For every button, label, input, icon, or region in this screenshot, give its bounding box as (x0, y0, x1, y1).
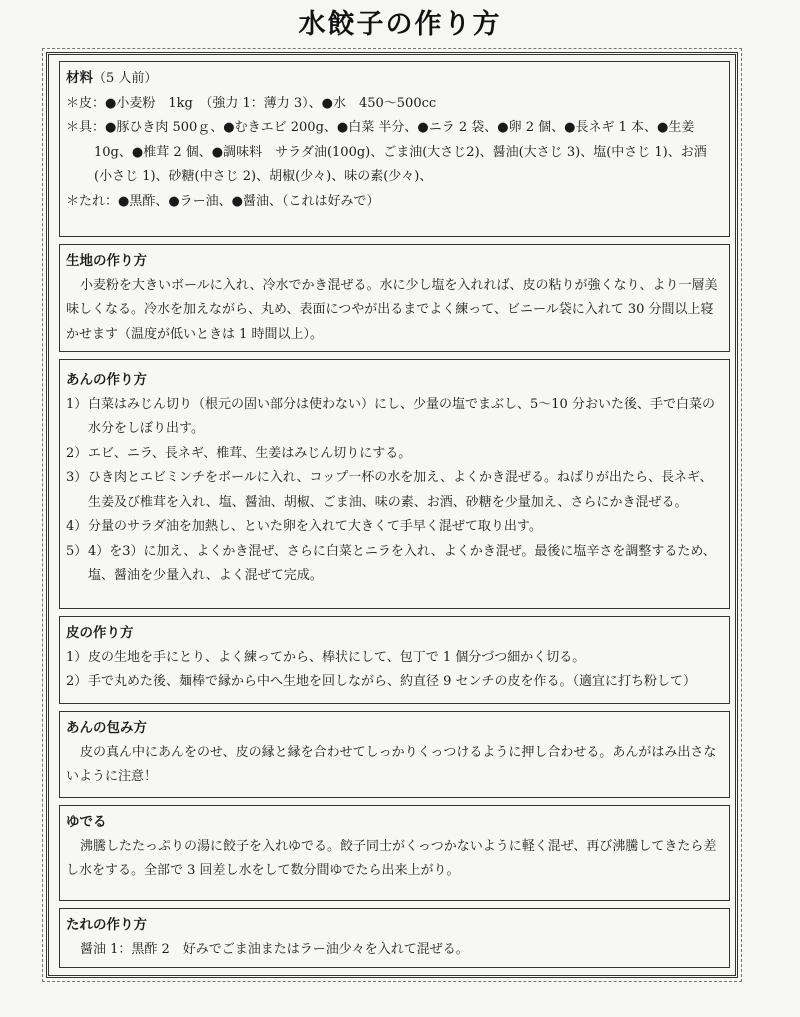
materials-line-filling: ＊具：●豚ひき肉 500ｇ、●むきエビ 200g、●白菜 半分、●ニラ 2 袋、●卵 2 個、●長ネギ 1 本、●生姜 10g、●椎茸 2 個、●調味料 サラダ油(100g)、ごま油(大さじ2)、醤油(大さじ 3)、塩(中さじ 1)、お酒(小さじ 1)、砂糖(中さじ 2)、胡椒(少々)、味の素(少々)、 (66, 120, 707, 184)
dough-text: 小麦粉を大きいボールに入れ、冷水でかき混ぜる。水に少し塩を入れれば、皮の粘りが強くなり、より一層美味しくなる。冷水を加えながら、丸め、表面につやが出るまでよく練って、ビニール袋に入れて 30 分間以上寝かせます（温度が低いときは 1 時間以上）。 (66, 277, 718, 342)
sauce-text: 醤油 1：黒酢 2 好みでごま油またはラー油少々を入れて混ぜる。 (80, 941, 469, 957)
materials-section (59, 61, 730, 237)
sauce-heading: たれの作り方 (66, 917, 147, 933)
materials-servings: （5 人前） (93, 71, 158, 86)
boil-heading: ゆでる (66, 814, 107, 830)
filling-step: 1）白菜はみじん切り（根元の固い部分は使わない）にし、少量の塩でまぶし、5〜10 分おいた後、手で白菜の水分をしぼり出す。 (66, 396, 715, 436)
materials-line-sauce: ＊たれ：●黒酢、●ラー油、●醤油、（これは好みで） (66, 193, 380, 209)
page-title: 水餃子の作り方 (298, 9, 502, 40)
boil-text: 沸騰したたっぷりの湯に餃子を入れゆでる。餃子同士がくっつかないように軽く混ぜ、再び沸騰してきたら差し水をする。全部で 3 回差し水をして数分間ゆでたら出来上がり。 (66, 838, 717, 878)
skin-step: 2）手で丸めた後、麺棒で縁から中へ生地を回しながら、約直径 9 センチの皮を作る。（適宜に打ち粉して） (66, 674, 697, 689)
filling-step: 2）エビ、ニラ、長ネギ、椎茸、生姜はみじん切りにする。 (66, 445, 412, 461)
filling-section (59, 359, 730, 609)
skin-section (59, 616, 730, 704)
dough-heading: 生地の作り方 (66, 253, 147, 269)
sauce-section (59, 908, 730, 968)
wrap-heading: あんの包み方 (66, 720, 147, 736)
wrap-text: 皮の真ん中にあんをのせ、皮の縁と縁を合わせてしっかりくっつけるように押し合わせる。あんがはみ出さないように注意！ (66, 744, 717, 784)
materials-heading: 材料 (66, 70, 93, 86)
filling-step: 5）4）を3）に加え、よくかき混ぜ、さらに白菜とニラを入れ、よくかき混ぜ。最後に塩辛さを調整するため、塩、醤油を少量入れ、よく混ぜて完成。 (66, 543, 716, 583)
boil-section (59, 805, 730, 901)
materials-line-skin: ＊皮：●小麦粉 1kg （強力 1：薄力 3）、●水 450〜500cc (66, 95, 437, 111)
skin-step: 1）皮の生地を手にとり、よく練ってから、棒状にして、包丁で 1 個分づつ細かく切る。 (66, 649, 586, 665)
skin-heading: 皮の作り方 (66, 625, 134, 641)
wrap-section (59, 711, 730, 798)
dough-section (59, 244, 730, 352)
filling-step: 3）ひき肉とエビミンチをボールに入れ、コップ一杯の水を加え、よくかき混ぜる。ねばりが出たら、長ネギ、生姜及び椎茸を入れ、塩、醤油、胡椒、ごま油、味の素、お酒、砂糖を少量加え、さらにかき混ぜる。 (66, 470, 713, 510)
recipe-frame (46, 52, 738, 978)
filling-step: 4）分量のサラダ油を加熱し、といた卵を入れて大きくて手早く混ぜて取り出す。 (66, 519, 542, 534)
filling-heading: あんの作り方 (66, 372, 147, 388)
